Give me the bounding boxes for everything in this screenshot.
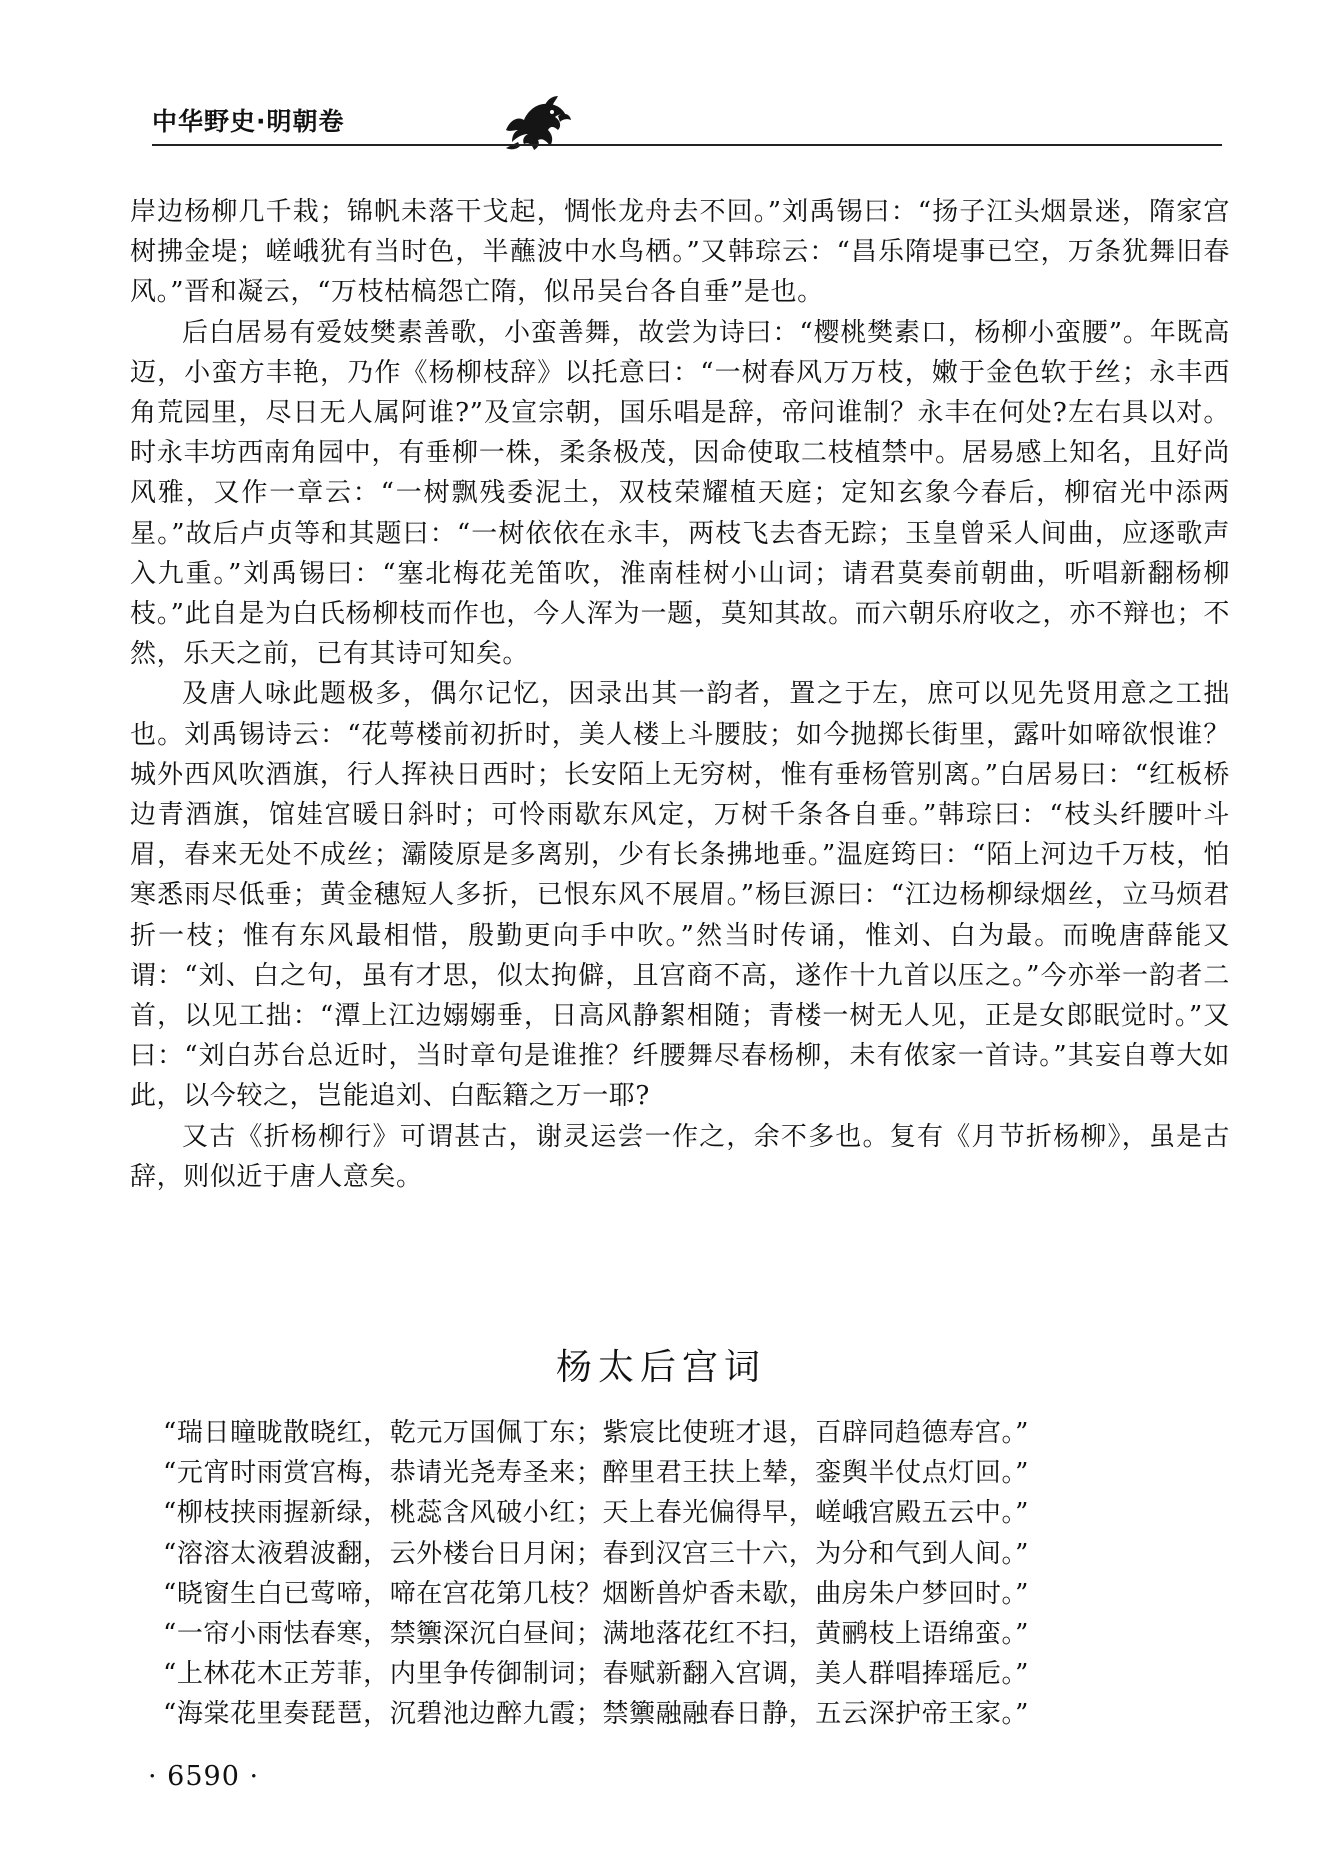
dragon-icon [500, 90, 572, 152]
poem-line: “瑞日瞳昽散晓红，乾元万国佩丁东；紫宸比使班才退，百辟同趋德寿宫。” [163, 1418, 1029, 1448]
paragraph: 岸边杨柳几千栽；锦帆未落干戈起，惆怅龙舟去不回。”刘禹锡曰：“扬子江头烟景迷，隋家宫树拂金堤；嵯峨犹有当时色，半蘸波中水鸟栖。”又韩琮云：“昌乐隋堤事已空，万条犹舞旧春风。”晋和凝云，“万枝枯槁怨亡隋，似吊吴台各自垂”是也。 [130, 197, 1230, 308]
poem-line: “溶溶太液碧波翻，云外楼台日月闲；春到汉宫三十六，为分和气到人间。” [163, 1538, 1029, 1569]
poem-line: “晓窗生白已莺啼，啼在宫花第几枝？烟断兽炉香未歇，曲房朱户梦回时。” [163, 1578, 1029, 1609]
poem-list [163, 1413, 1163, 1735]
poem-line: “一帘小雨怯春寒，禁籞深沉白昼间；满地落花红不扫，黄鹂枝上语绵蛮。” [163, 1619, 1029, 1650]
section-title: 杨太后宫词 [555, 1347, 766, 1388]
article-body [130, 192, 1230, 1197]
poem-line: “上林花木正芳菲，内里争传御制词；春赋新翻入宫调，美人群唱捧瑶卮。” [163, 1659, 1029, 1690]
poem-line: “元宵时雨赏宫梅，恭请光尧寿圣来；醉里君王扶上辇，銮舆半仗点灯回。” [163, 1458, 1029, 1489]
header-divider [152, 144, 1222, 146]
page-number: · 6590 · [148, 1761, 260, 1792]
poem-line: “柳枝挟雨握新绿，桃蕊含风破小红；天上春光偏得早，嵯峨宫殿五云中。” [163, 1498, 1029, 1529]
poem-line: “海棠花里奏琵琶，沉碧池边醉九霞；禁籞融融春日静，五云深护帝王家。” [163, 1699, 1029, 1730]
paragraph: 及唐人咏此题极多，偶尔记忆，因录出其一韵者，置之于左，庶可以见先贤用意之工拙也。刘禹锡诗云：“花萼楼前初折时，美人楼上斗腰肢；如今抛掷长街里，露叶如啼欲恨谁？城外西风吹酒旗，行人挥袂日西时；长安陌上无穷树，惟有垂杨管别离。”白居易曰：“红板桥边青酒旗，馆娃宫暖日斜时；可怜雨歇东风定，万树千条各自垂。”韩琮曰：“枝头纤腰叶斗眉，春来无处不成丝；灞陵原是多离别，少有长条拂地垂。”温庭筠曰：“陌上河边千万枝，怕寒悉雨尽低垂；黄金穗短人多折，已恨东风不展眉。”杨巨源曰：“江边杨柳绿烟丝，立马烦君折一枝；惟有东风最相惜，殷勤更向手中吹。”然当时传诵，惟刘、白为最。而晚唐薛能又谓：“刘、白之句，虽有才思，似太拘僻，且宫商不高，遂作十九首以压之。”今亦举一韵者二首，以见工拙：“潭上江边嫋嫋垂，日高风静絮相随；青楼一树无人见，正是女郎眠觉时。”又曰：“刘白苏台总近时，当时章句是谁推？纤腰舞尽春杨柳，未有侬家一首诗。”其妄自尊大如此，以今较之，岂能追刘、白酝籍之万一耶? [130, 679, 1230, 1112]
book-title: 中华野史·明朝卷 [152, 107, 345, 136]
running-header [152, 96, 1222, 152]
paragraph: 后白居易有爱妓樊素善歌，小蛮善舞，故尝为诗曰：“樱桃樊素口，杨柳小蛮腰”。年既高迈，小蛮方丰艳，乃作《杨柳枝辞》以托意曰：“一树春风万万枝，嫩于金色软于丝；永丰西角荒园里，尽日无人属阿谁?”及宣宗朝，国乐唱是辞，帝问谁制？永丰在何处?左右具以对。时永丰坊西南角园中，有垂柳一株，柔条极茂，因命使取二枝植禁中。居易感上知名，且好尚风雅，又作一章云：“一树飘残委泥土，双枝荣耀植天庭；定知玄象今春后，柳宿光中添两星。”故后卢贞等和其题曰：“一树依依在永丰，两枝飞去杳无踪；玉皇曾采人间曲，应逐歌声入九重。”刘禹锡曰：“塞北梅花羌笛吹，淮南桂树小山词；请君莫奏前朝曲，听唱新翻杨柳枝。”此自是为白氏杨柳枝而作也，今人浑为一题，莫知其故。而六朝乐府收之，亦不辩也；不然，乐天之前，已有其诗可知矣。 [130, 317, 1230, 670]
paragraph: 又古《折杨柳行》可谓甚古，谢灵运尝一作之，余不多也。复有《月节折杨柳》，虽是古辞，则似近于唐人意矣。 [130, 1121, 1230, 1192]
